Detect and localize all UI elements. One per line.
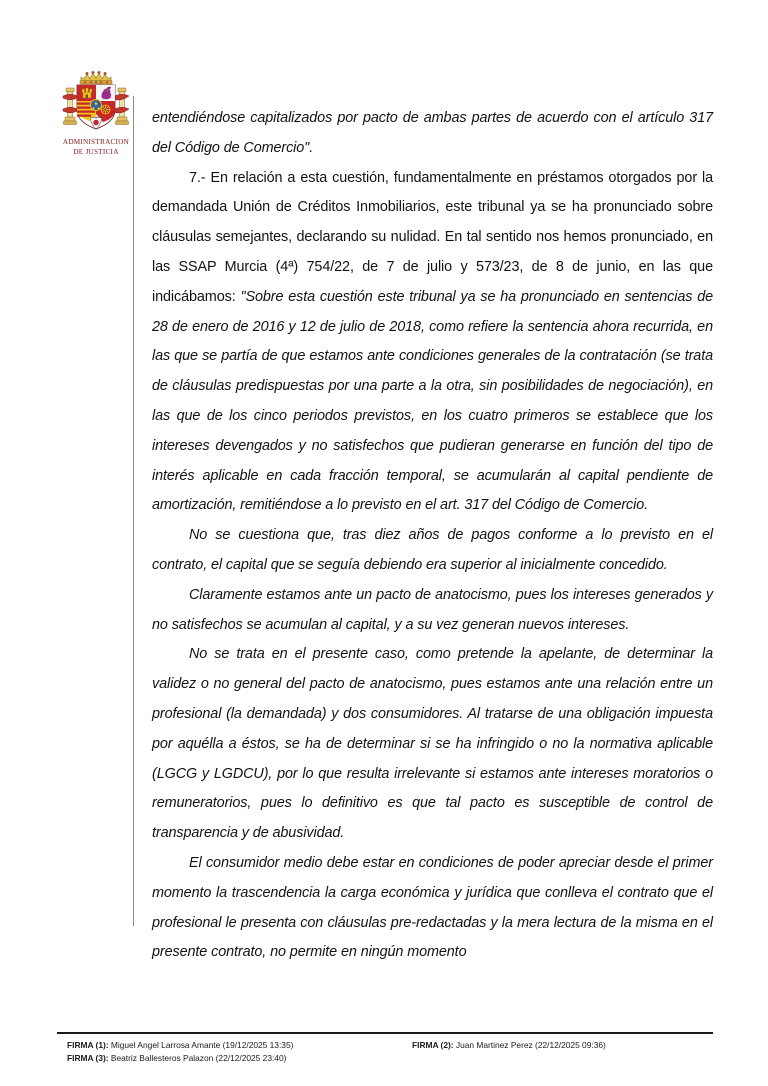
paragraph-claramente: Claramente estamos ante un pacto de anatocismo, pues los intereses generados y no satisfechos se acumulan al capital, y a su vez generan nuevos intereses. bbox=[152, 586, 713, 633]
signature-footer bbox=[57, 1032, 713, 1069]
paragraph-no-se-trata: No se trata en el presente caso, como pretende la apelante, de determinar la validez o no general del pacto de anatocismo, pues estamos ante una relación entre un profesional (la demandada) y dos consumidores. Al tratarse de una obligación impuesta por aquélla a éstos, se ha de determinar si se ha infringido o no la normativa aplicable (LGCG y LGDCU), por lo que resulta irrelevante si estamos ante intereses moratorios o remuneratorios, pues lo definitivo es que tal pacto es susceptible de control de transparencia y de abusividad. bbox=[152, 646, 713, 842]
paragraph-7 bbox=[152, 164, 713, 522]
signature-2-label: FIRMA (2): bbox=[412, 1039, 454, 1050]
signature-3-value: Beatriz Ballesteros Palazon (22/12/2025 23:40) bbox=[110, 1052, 287, 1063]
administration-of-justice-emblem bbox=[50, 66, 142, 157]
signature-list bbox=[57, 1039, 713, 1069]
signature-1-value: Miguel Angel Larrosa Amante (19/12/2025 13:35) bbox=[110, 1039, 294, 1050]
emblem-caption bbox=[50, 138, 142, 157]
paragraph-no-se-cuestiona: No se cuestiona que, tras diez años de pagos conforme a lo previsto en el contrato, el capital que se seguía debiendo era superior al inicialmente concedido. bbox=[152, 527, 713, 573]
signature-3-label: FIRMA (3): bbox=[67, 1052, 109, 1063]
signature-1 bbox=[67, 1039, 293, 1052]
margin-vertical-rule bbox=[133, 96, 134, 926]
signature-1-label: FIRMA (1): bbox=[67, 1039, 109, 1050]
emblem-caption-line2: DE JUSTICIA bbox=[73, 147, 119, 156]
spanish-coat-of-arms-icon bbox=[58, 66, 134, 136]
document-body bbox=[152, 104, 713, 968]
paragraph-7-lead: 7.- En relación a esta cuestión, fundamentalmente en préstamos otorgados por la demandada Unión de Créditos Inmobiliarios, este tribunal ya se ha pronunciado sobre cláusulas semejantes, declarando su nulidad. En tal sentido nos hemos pronunciado, en las SSAP Murcia (4ª) 754/22, de 7 de julio y 573/23, de 8 de junio, en las que indicábamos: bbox=[152, 169, 713, 305]
signature-2 bbox=[412, 1039, 606, 1052]
paragraph-quote-tail: entendiéndose capitalizados por pacto de ambas partes de acuerdo con el artículo 317 del Código de Comercio". bbox=[152, 110, 713, 156]
signature-3 bbox=[67, 1052, 286, 1065]
emblem-caption-line1: ADMINISTRACION bbox=[62, 138, 130, 146]
paragraph-7-quote: "Sobre esta cuestión este tribunal ya se ha pronunciado en sentencias de 28 de enero de 2016 y 12 de julio de 2018, como refiere la sentencia ahora recurrida, en las que se partía de que estamos ante condiciones generales de la contratación (se trata de cláusulas predispuestas por una parte a la otra, sin posibilidades de negociación), en las que de los cinco periodos previstos, en los cuatro primeros se establece que los intereses devengados y no satisfechos que pudieran generarse en función del tipo de interés aplicable en cada fracción temporal, se acumularán al capital pendiente de amortización, remitiéndose a lo previsto en el art. 317 del Código de Comercio. bbox=[152, 288, 713, 514]
paragraph-consumidor-medio: El consumidor medio debe estar en condiciones de poder apreciar desde el primer momento la trascendencia la carga económica y jurídica que conlleva el contrato que el profesional le presenta con cláusulas pre-redactadas y la mera lectura de la misma en el presente contrato, no permite en ningún momento bbox=[152, 854, 713, 961]
signature-2-value: Juan Martinez Perez (22/12/2025 09:36) bbox=[455, 1039, 606, 1050]
footer-divider bbox=[57, 1032, 713, 1034]
